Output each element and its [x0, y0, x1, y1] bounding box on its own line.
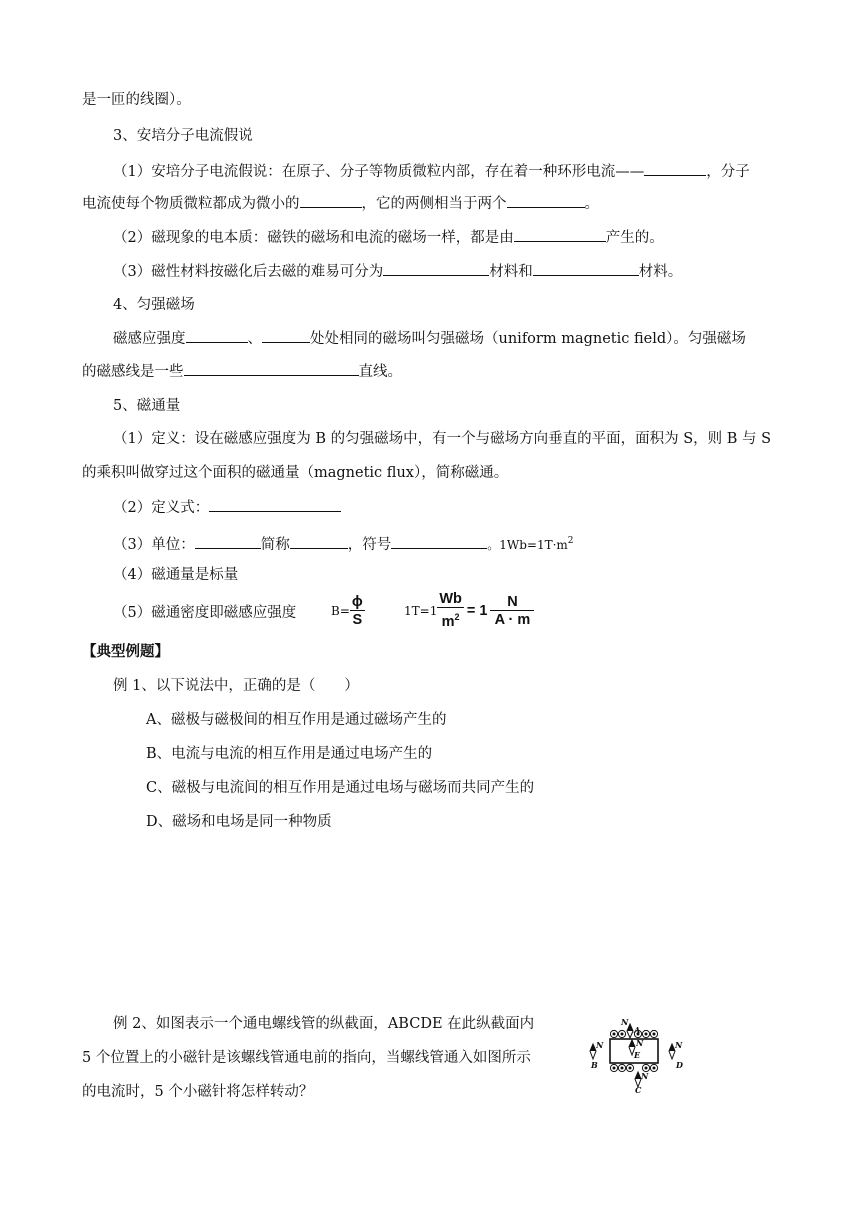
blank	[383, 261, 489, 276]
example-2-line3: 的电流时，5 个小磁针将怎样转动？	[82, 1084, 314, 1100]
blank	[290, 534, 348, 549]
blank	[391, 534, 487, 549]
s5-p3: （3）单位： 简称 ，符号 。$1Wb=1T\cdot m^2$	[113, 531, 574, 555]
s5-p1-line2: 的乘积叫做穿过这个面积的磁通量（magnetic flux），简称磁通。	[82, 465, 509, 481]
formula-tesla-units: 1T=1 $\frac{Wb}{m^2}$ = 1 $\frac{N}{A \cdot m}$	[404, 591, 534, 631]
blank	[644, 161, 706, 176]
formula-b-equals-phi-over-s: B= $\frac{\phi}{S}$	[331, 593, 363, 628]
s3-p1-line2: 电流使每个物质微粒都成为微小的 ，它的两侧相当于两个 。	[82, 193, 599, 214]
s3-p1-line1: （1）安培分子电流假说：在原子、分子等物质微粒内部，存在着一种环形电流—— ，分子	[113, 161, 750, 182]
pole-label-c: N	[641, 1071, 649, 1081]
pole-label-d: N	[675, 1040, 683, 1050]
pole-label-e: N	[636, 1038, 644, 1048]
option-a: A、磁极与磁极间的相互作用是通过磁场产生的	[146, 712, 447, 728]
option-c: C、磁极与电流间的相互作用是通过电场与磁场而共同产生的	[146, 780, 535, 796]
section-5-heading: 5、磁通量	[113, 398, 181, 414]
pole-label-b: N	[596, 1040, 604, 1050]
needle-label-b: B	[591, 1060, 598, 1070]
blank	[209, 497, 341, 512]
needle-label-d: D	[676, 1060, 683, 1070]
pole-label-a: N	[621, 1017, 629, 1027]
blank	[184, 361, 359, 376]
s5-p1-line1: （1）定义：设在磁感应强度为 B 的匀强磁场中，有一个与磁场方向垂直的平面，面积为 S，则 B 与 S	[113, 431, 772, 447]
blank	[507, 193, 585, 208]
s5-p5: （5）磁通密度即磁感应强度	[113, 605, 297, 621]
s3-p2: （2）磁现象的电本质：磁铁的磁场和电流的磁场一样，都是由 产生的。	[113, 227, 664, 248]
bottom-wire-row	[610, 1064, 657, 1071]
s4-line1: 磁感应强度 、 处处相同的磁场叫匀强磁场（uniform magnetic field）。匀强磁场	[113, 328, 746, 349]
s4-line2: 的磁感线是一些 直线。	[82, 361, 402, 382]
needle-label-e: E	[634, 1050, 641, 1060]
example-2-line1: 例 2、如图表示一个通电螺线管的纵截面，ABCDE 在此纵截面内	[113, 1016, 535, 1032]
blank	[262, 328, 310, 343]
solenoid-figure	[578, 1012, 690, 1094]
section-3-heading: 3、安培分子电流假说	[113, 128, 253, 144]
s3-p3: （3）磁性材料按磁化后去磁的难易可分为 材料和 材料。	[113, 261, 682, 282]
example-1-question: 例 1、以下说法中，正确的是（ ）	[113, 678, 359, 694]
option-b: B、电流与电流的相互作用是通过电场产生的	[146, 746, 433, 762]
s5-p2: （2）定义式：	[113, 497, 341, 518]
blank	[514, 227, 606, 242]
option-d: D、磁场和电场是同一种物质	[146, 814, 332, 830]
examples-heading: 【典型例题】	[82, 643, 169, 660]
blank	[300, 193, 362, 208]
blank	[533, 261, 639, 276]
s5-p4: （4）磁通量是标量	[113, 567, 239, 583]
needle-label-c: C	[635, 1085, 642, 1094]
intro-tail: 是一匝的线圈）。	[82, 92, 191, 108]
blank	[186, 328, 248, 343]
needle-label-a: A	[634, 1025, 641, 1035]
blank	[195, 534, 261, 549]
example-2-line2: 5 个位置上的小磁针是该螺线管通电前的指向，当螺线管通入如图所示	[82, 1050, 531, 1066]
section-4-heading: 4、匀强磁场	[113, 297, 195, 313]
